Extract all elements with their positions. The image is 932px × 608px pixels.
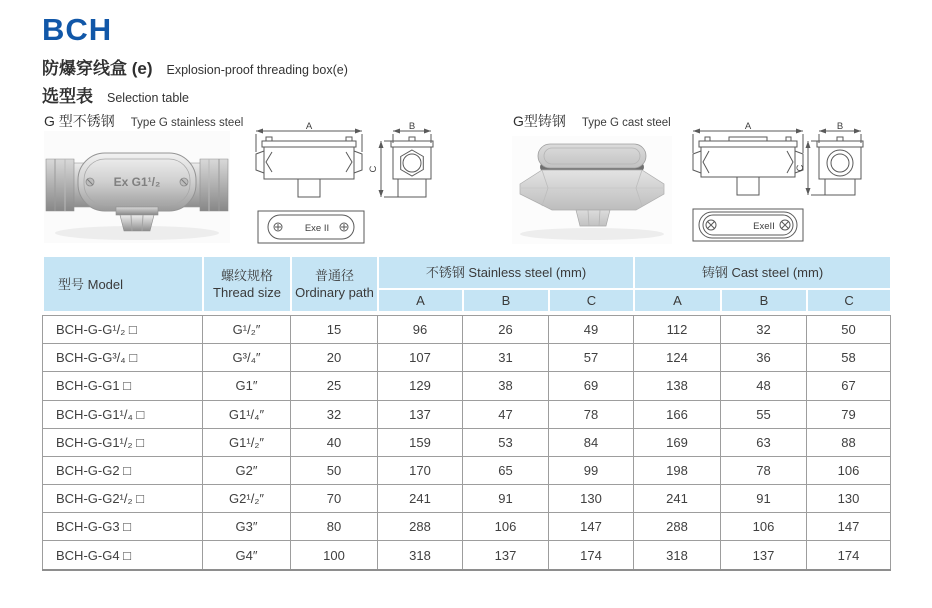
cell-cs-a: 138	[634, 372, 721, 400]
cell-ss-b: 137	[463, 541, 549, 570]
arrowhead	[854, 129, 861, 134]
cell-ss-c: 78	[549, 400, 634, 428]
cell-model: BCH-G-G3 □	[43, 513, 203, 541]
cover-view-oval	[699, 212, 797, 238]
cell-cs-c: 67	[807, 372, 891, 400]
cover-engraving: Ex G1¹/₂	[113, 175, 161, 189]
cell-ss-b: 53	[463, 428, 549, 456]
cell-ss-b: 47	[463, 400, 549, 428]
cell-thread: G1″	[203, 372, 291, 400]
cast-label-zh: G型铸钢	[513, 113, 566, 129]
left-hub	[256, 151, 264, 173]
cell-ss-a: 170	[378, 456, 463, 484]
cell-thread: G2¹/₂″	[203, 485, 291, 513]
cover-marking-text: Exe II	[304, 223, 330, 234]
table-row	[43, 428, 891, 456]
table-row	[43, 400, 891, 428]
side-lid-screw	[409, 137, 415, 141]
table-row	[43, 513, 891, 541]
lid-screw	[786, 137, 791, 141]
cell-cs-c: 88	[807, 428, 891, 456]
lid-bar	[729, 137, 767, 141]
cell-path: 80	[291, 513, 378, 541]
cast-label	[513, 111, 671, 131]
bottom-hub	[298, 179, 320, 197]
cover-view-plate	[693, 209, 803, 241]
product-name-en: Explosion-proof threading box(e)	[166, 63, 348, 77]
cell-model: BCH-G-G¹/₂ □	[43, 316, 203, 344]
cell-model: BCH-G-G1¹/₂ □	[43, 428, 203, 456]
front-body	[701, 147, 795, 177]
stainless-dimension-drawing	[248, 121, 444, 248]
cell-model: BCH-G-G1¹/₄ □	[43, 400, 203, 428]
lid-screw	[266, 137, 272, 141]
arrowhead	[355, 129, 362, 134]
cell-path: 15	[291, 316, 378, 344]
cell-ss-c: 69	[549, 372, 634, 400]
cell-ss-b: 38	[463, 372, 549, 400]
section-title-en: Selection table	[107, 91, 190, 105]
opening-inner	[831, 154, 849, 172]
cell-ss-b: 106	[463, 513, 549, 541]
cell-ss-c: 84	[549, 428, 634, 456]
col-header-path-zh: 普通径	[314, 268, 354, 283]
table-row	[43, 456, 891, 484]
group-header-stainless: 不锈钢 Stainless steel (mm)	[378, 256, 634, 289]
cell-ss-c: 174	[549, 541, 634, 570]
cell-cs-a: 166	[634, 400, 721, 428]
cell-cs-c: 174	[807, 541, 891, 570]
cell-ss-c: 147	[549, 513, 634, 541]
left-hub	[693, 151, 701, 173]
arrowhead	[379, 190, 384, 197]
dim-c-label: C	[368, 165, 379, 173]
left-hub-chamfer	[703, 151, 709, 173]
cell-thread: G¹/₂″	[203, 316, 291, 344]
col-header-path-en: Ordinary path	[295, 285, 374, 300]
cell-cs-c: 58	[807, 344, 891, 372]
page-title: BCH	[42, 12, 113, 47]
section-title-row	[42, 82, 189, 107]
cell-ss-a: 107	[378, 344, 463, 372]
cell-path: 70	[291, 485, 378, 513]
cell-path: 32	[291, 400, 378, 428]
cell-cs-b: 91	[721, 485, 807, 513]
cell-thread: G³/₄″	[203, 344, 291, 372]
cell-cs-a: 241	[634, 485, 721, 513]
sub-header-cast-c: C	[807, 289, 891, 312]
cast-body	[520, 170, 664, 210]
cast-dimension-drawing	[673, 121, 905, 248]
group-header-cast: 铸钢 Cast steel (mm)	[634, 256, 891, 289]
cell-ss-b: 65	[463, 456, 549, 484]
cell-cs-c: 130	[807, 485, 891, 513]
cell-ss-a: 241	[378, 485, 463, 513]
bottom-hub	[737, 177, 759, 195]
selection-table-header	[42, 255, 892, 313]
cell-ss-a: 129	[378, 372, 463, 400]
side-skirt	[825, 179, 855, 195]
arrowhead	[424, 129, 431, 134]
cell-ss-c: 57	[549, 344, 634, 372]
cell-cs-a: 288	[634, 513, 721, 541]
arrowhead	[806, 188, 811, 195]
cell-cs-c: 79	[807, 400, 891, 428]
thread-circle	[403, 154, 421, 172]
side-lid	[817, 141, 863, 147]
arrowhead	[819, 129, 826, 134]
sub-header-stainless-b: B	[463, 289, 549, 312]
arrowhead	[693, 129, 700, 134]
table-row	[43, 541, 891, 570]
dim-a-label: A	[305, 121, 313, 132]
left-hub-chamfer	[266, 152, 272, 172]
dim-c-label: C	[795, 164, 806, 172]
cell-path: 40	[291, 428, 378, 456]
sub-header-stainless-a: A	[378, 289, 463, 312]
bottom-collar	[116, 207, 158, 215]
sub-header-cast-b: B	[721, 289, 807, 312]
table-row	[43, 344, 891, 372]
cell-cs-a: 318	[634, 541, 721, 570]
right-hub-chamfer	[346, 152, 352, 172]
cell-cs-a: 112	[634, 316, 721, 344]
cell-cs-c: 106	[807, 456, 891, 484]
cell-path: 100	[291, 541, 378, 570]
arrowhead	[796, 129, 803, 134]
cell-path: 20	[291, 344, 378, 372]
dim-b-label: B	[836, 121, 844, 132]
col-header-path	[291, 256, 378, 312]
cell-ss-b: 31	[463, 344, 549, 372]
cell-thread: G3″	[203, 513, 291, 541]
cell-ss-c: 130	[549, 485, 634, 513]
stainless-label-en: Type G stainless steel	[130, 117, 244, 129]
cell-path: 50	[291, 456, 378, 484]
cell-thread: G4″	[203, 541, 291, 570]
cell-cs-a: 198	[634, 456, 721, 484]
cell-ss-b: 91	[463, 485, 549, 513]
cell-cs-b: 55	[721, 400, 807, 428]
side-body	[819, 147, 861, 179]
cell-ss-a: 96	[378, 316, 463, 344]
arrowhead	[256, 129, 263, 134]
table-row	[43, 316, 891, 344]
right-hub-chamfer	[787, 151, 793, 173]
selection-table-body	[42, 315, 891, 571]
photo-shadow	[520, 228, 664, 240]
front-body	[264, 147, 354, 179]
product-title-row	[42, 54, 348, 79]
lid-plate	[699, 141, 797, 147]
col-header-thread-zh: 螺纹规格	[220, 268, 273, 283]
cell-thread: G2″	[203, 456, 291, 484]
table-row	[43, 372, 891, 400]
cell-model: BCH-G-G2¹/₂ □	[43, 485, 203, 513]
cell-model: BCH-G-G4 □	[43, 541, 203, 570]
product-name-zh: 防爆穿线盒 (e)	[42, 59, 153, 78]
dim-a-label: A	[744, 121, 752, 132]
sub-header-cast-a: A	[634, 289, 721, 312]
cell-cs-b: 106	[721, 513, 807, 541]
stainless-product-photo	[44, 131, 230, 243]
cast-product-photo	[512, 136, 672, 244]
cell-ss-a: 137	[378, 400, 463, 428]
right-hub	[354, 151, 362, 173]
cell-ss-c: 99	[549, 456, 634, 484]
cell-ss-c: 49	[549, 316, 634, 344]
right-hex-nut	[200, 159, 228, 211]
stainless-label	[44, 111, 243, 131]
cell-cs-c: 50	[807, 316, 891, 344]
col-header-thread	[203, 256, 291, 312]
cell-cs-b: 48	[721, 372, 807, 400]
section-title-zh: 选型表	[42, 87, 93, 106]
cell-model: BCH-G-G2 □	[43, 456, 203, 484]
cell-path: 25	[291, 372, 378, 400]
cover-marking-text: ExeII	[753, 221, 775, 232]
cell-cs-c: 147	[807, 513, 891, 541]
lid-screw	[705, 137, 710, 141]
table-row	[43, 485, 891, 513]
cell-ss-a: 318	[378, 541, 463, 570]
lid-screw	[346, 137, 352, 141]
side-lid	[391, 141, 433, 147]
cell-cs-b: 137	[721, 541, 807, 570]
bottom-hex-hub	[576, 210, 610, 226]
cell-model: BCH-G-G1 □	[43, 372, 203, 400]
cell-ss-b: 26	[463, 316, 549, 344]
side-skirt	[398, 179, 426, 197]
col-header-model: 型号 Model	[43, 256, 203, 312]
cell-cs-b: 36	[721, 344, 807, 372]
cast-label-en: Type G cast steel	[581, 117, 671, 129]
lid-plate	[262, 141, 356, 147]
sub-header-stainless-c: C	[549, 289, 634, 312]
cell-cs-a: 169	[634, 428, 721, 456]
cell-cs-b: 63	[721, 428, 807, 456]
cell-thread: G1¹/₂″	[203, 428, 291, 456]
cell-ss-a: 288	[378, 513, 463, 541]
cell-cs-a: 124	[634, 344, 721, 372]
cell-cs-b: 78	[721, 456, 807, 484]
bottom-hex-hub	[120, 215, 154, 231]
cell-model: BCH-G-G³/₄ □	[43, 344, 203, 372]
arrowhead	[393, 129, 400, 134]
stainless-label-zh: G 型不锈钢	[44, 113, 115, 129]
dim-b-label: B	[408, 121, 416, 132]
cell-thread: G1¹/₄″	[203, 400, 291, 428]
side-body	[393, 147, 431, 179]
left-hex-nut	[46, 159, 74, 211]
side-lid-screw	[837, 137, 843, 141]
cell-cs-b: 32	[721, 316, 807, 344]
cell-ss-a: 159	[378, 428, 463, 456]
col-header-thread-en: Thread size	[213, 285, 281, 300]
arrowhead	[806, 141, 811, 148]
arrowhead	[379, 141, 384, 148]
